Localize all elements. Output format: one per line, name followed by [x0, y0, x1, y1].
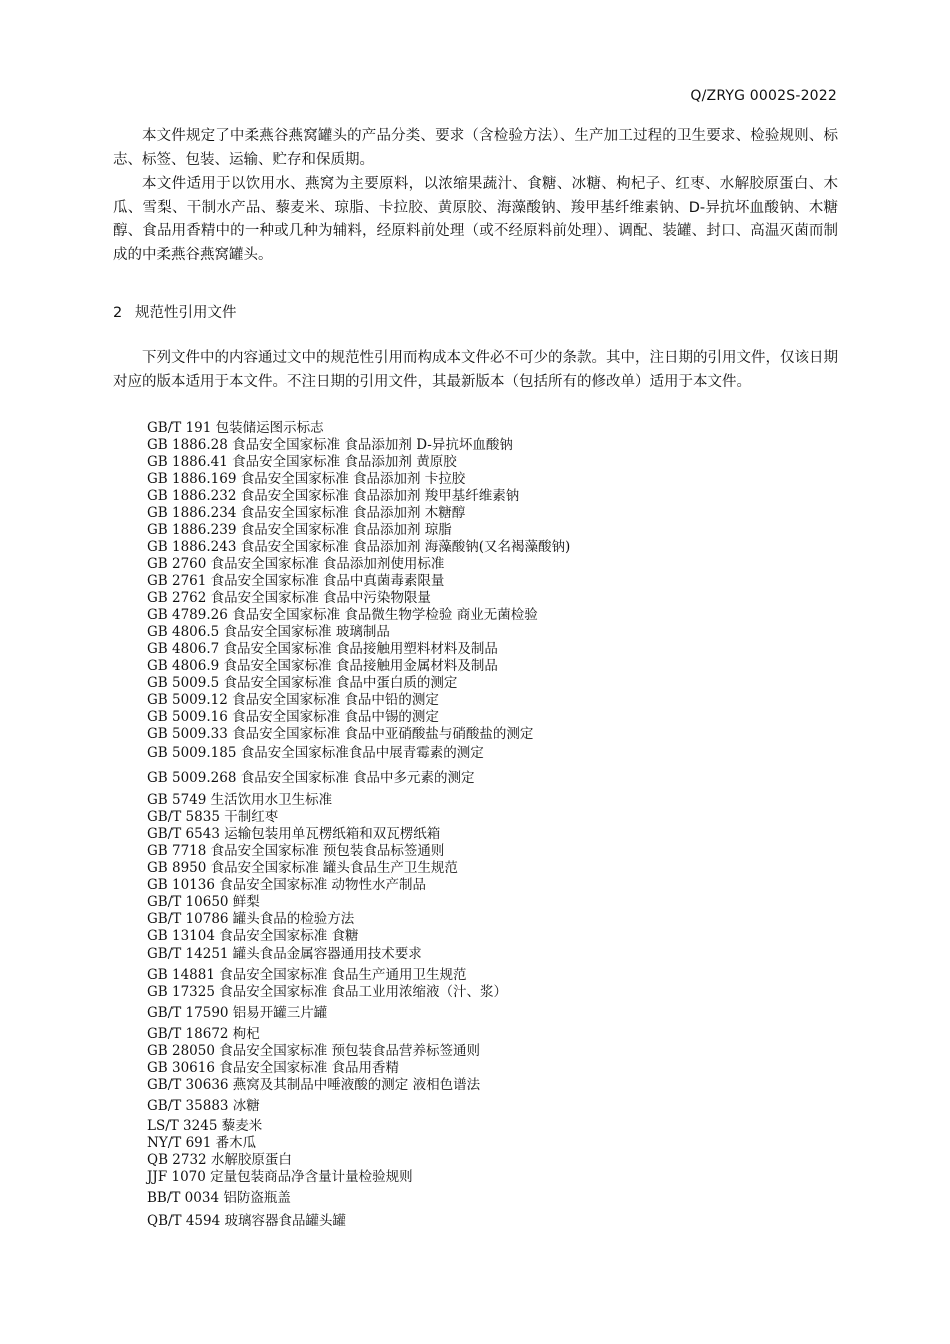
reference-item: GB 1886.232 食品安全国家标准 食品添加剂 羧甲基纤维素钠	[147, 488, 520, 504]
reference-item: GB/T 10650 鲜梨	[147, 894, 260, 910]
reference-item: GB/T 6543 运输包装用单瓦楞纸箱和双瓦楞纸箱	[147, 826, 441, 842]
section-heading	[113, 301, 237, 322]
reference-item: QB 2732 水解胶原蛋白	[147, 1152, 292, 1168]
reference-item: GB 4789.26 食品安全国家标准 食品微生物学检验 商业无菌检验	[147, 607, 538, 623]
reference-item: GB/T 18672 枸杞	[147, 1026, 260, 1042]
reference-item: GB 5009.268 食品安全国家标准 食品中多元素的测定	[147, 770, 475, 786]
reference-item: GB/T 5835 干制红枣	[147, 809, 279, 825]
reference-item: GB 13104 食品安全国家标准 食糖	[147, 928, 359, 944]
reference-item: GB/T 191 包装储运图示标志	[147, 420, 324, 436]
reference-item: GB 5009.12 食品安全国家标准 食品中铅的测定	[147, 692, 439, 708]
reference-item: GB 1886.234 食品安全国家标准 食品添加剂 木糖醇	[147, 505, 466, 521]
reference-item: GB/T 30636 燕窝及其制品中唾液酸的测定 液相色谱法	[147, 1077, 481, 1093]
reference-item: GB 5009.16 食品安全国家标准 食品中锡的测定	[147, 709, 439, 725]
reference-item: QB/T 4594 玻璃容器食品罐头罐	[147, 1213, 346, 1229]
section-intro: 下列文件中的内容通过文中的规范性引用而构成本文件必不可少的条款。其中，注日期的引用文件，仅该日期对应的版本适用于本文件。不注日期的引用文件，其最新版本（包括所有的修改单）适用于本文件。	[113, 350, 838, 390]
reference-item: NY/T 691 番木瓜	[147, 1135, 257, 1151]
reference-item: GB 5009.185 食品安全国家标准食品中展青霉素的测定	[147, 745, 484, 761]
reference-item: GB 14881 食品安全国家标准 食品生产通用卫生规范	[147, 967, 467, 983]
reference-item: GB 5009.5 食品安全国家标准 食品中蛋白质的测定	[147, 675, 458, 691]
reference-item: GB 5009.33 食品安全国家标准 食品中亚硝酸盐与硝酸盐的测定	[147, 726, 534, 742]
scope-paragraph-1: 本文件规定了中柔燕谷燕窝罐头的产品分类、要求（含检验方法）、生产加工过程的卫生要求、检验规则、标志、标签、包装、运输、贮存和保质期。	[113, 128, 838, 168]
reference-item: GB 4806.7 食品安全国家标准 食品接触用塑料材料及制品	[147, 641, 498, 657]
reference-item: GB 7718 食品安全国家标准 预包装食品标签通则	[147, 843, 445, 859]
reference-item: GB 10136 食品安全国家标准 动物性水产制品	[147, 877, 427, 893]
document-code: Q/ZRYG 0002S-2022	[690, 88, 837, 104]
reference-item: GB 4806.9 食品安全国家标准 食品接触用金属材料及制品	[147, 658, 498, 674]
reference-item: GB 8950 食品安全国家标准 罐头食品生产卫生规范	[147, 860, 458, 876]
reference-item: GB 17325 食品安全国家标准 食品工业用浓缩液（汁、浆）	[147, 984, 508, 1000]
reference-item: GB 30616 食品安全国家标准 食品用香精	[147, 1060, 400, 1076]
reference-item: GB 2760 食品安全国家标准 食品添加剂使用标准	[147, 556, 445, 572]
reference-item: GB 1886.28 食品安全国家标准 食品添加剂 D-异抗坏血酸钠	[147, 437, 513, 453]
reference-item: BB/T 0034 铝防盗瓶盖	[147, 1190, 291, 1206]
section-number: 2	[113, 305, 123, 321]
reference-item: JJF 1070 定量包装商品净含量计量检验规则	[147, 1169, 413, 1185]
reference-item: GB 2761 食品安全国家标准 食品中真菌毒素限量	[147, 573, 445, 589]
reference-item: GB/T 17590 铝易开罐三片罐	[147, 1005, 328, 1021]
reference-item: GB/T 35883 冰糖	[147, 1098, 260, 1114]
reference-item: GB/T 10786 罐头食品的检验方法	[147, 911, 355, 927]
reference-item: GB/T 14251 罐头食品金属容器通用技术要求	[147, 946, 422, 962]
reference-item: GB 1886.239 食品安全国家标准 食品添加剂 琼脂	[147, 522, 452, 538]
reference-item: GB 5749 生活饮用水卫生标准	[147, 792, 333, 808]
reference-item: GB 4806.5 食品安全国家标准 玻璃制品	[147, 624, 390, 640]
section-title: 规范性引用文件	[135, 305, 237, 321]
reference-item: GB 1886.243 食品安全国家标准 食品添加剂 海藻酸钠(又名褐藻酸钠)	[147, 539, 571, 555]
reference-item: GB 28050 食品安全国家标准 预包装食品营养标签通则	[147, 1043, 481, 1059]
reference-item: GB 2762 食品安全国家标准 食品中污染物限量	[147, 590, 431, 606]
scope-paragraph-2: 本文件适用于以饮用水、燕窝为主要原料，以浓缩果蔬汁、食糖、冰糖、枸杞子、红枣、水解胶原蛋白、木瓜、雪梨、干制水产品、藜麦米、琼脂、卡拉胶、黄原胶、海藻酸钠、羧甲基纤维素钠、D-异抗坏血酸钠、木糖醇、食品用香精中的一种或几种为辅料，经原料前处理（或不经原料前处理）、调配、装罐、封口、高温灭菌而制成的中柔燕谷燕窝罐头。	[113, 176, 838, 263]
reference-item: GB 1886.169 食品安全国家标准 食品添加剂 卡拉胶	[147, 471, 466, 487]
reference-item: LS/T 3245 藜麦米	[147, 1118, 263, 1134]
reference-item: GB 1886.41 食品安全国家标准 食品添加剂 黄原胶	[147, 454, 457, 470]
